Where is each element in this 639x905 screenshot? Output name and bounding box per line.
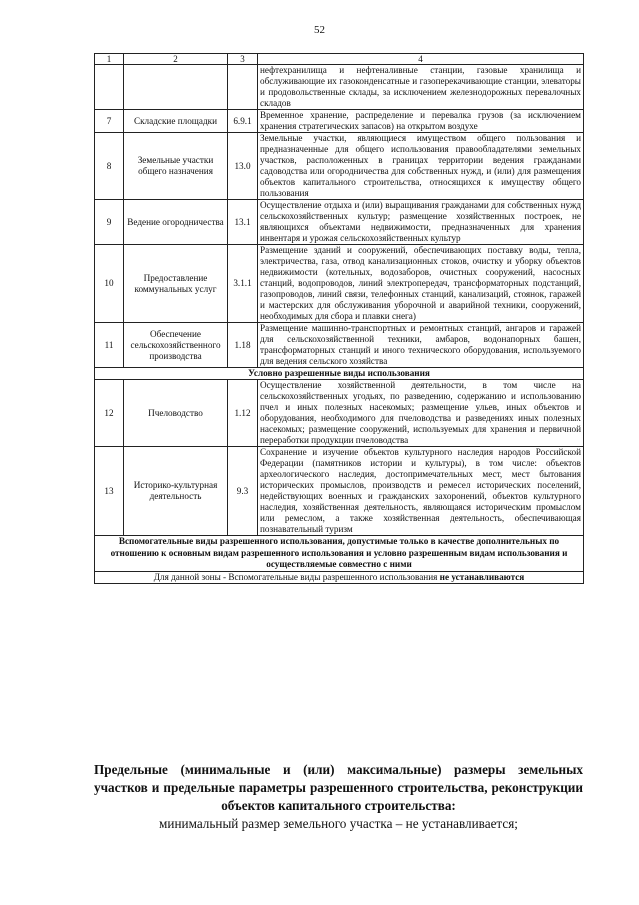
row-number: 10 bbox=[95, 245, 124, 323]
use-code: 1.12 bbox=[228, 380, 258, 447]
header-col-4: 4 bbox=[258, 54, 584, 65]
use-description: Размещение зданий и сооружений, обеспечивающих поставку воды, тепла, электричества, газа, отвод канализационных стоков, очистку и уборку объектов недвижимости (котельных, водозаборов, очистных сооружений, насосных станций, водопроводов, линий электропередач, трансформаторных подстанций, газопроводов, линий связи, телефонных станций, канализаций, стоянок, гаражей и мастерских для обслуживания уборочной и аварийной техники, сооружений, необходимых для сбора и плавки снега) bbox=[258, 245, 584, 323]
row-number: 9 bbox=[95, 200, 124, 245]
use-name bbox=[124, 65, 228, 110]
aux-note-bold: не устанавливаются bbox=[439, 571, 525, 582]
section-heading-row bbox=[95, 368, 584, 380]
use-name: Историко-культурная деятельность bbox=[124, 447, 228, 536]
use-description: Осуществление хозяйственной деятельности, в том числе на сельскохозяйственных угодьях, по разведению, содержанию и использованию пчел и иных полезных насекомых; размещение ульев, иных объектов и оборудования, необходимого для пчеловодства и разведениях иных полезных насекомых; размещение сооружений, используемых для хранения и первичной переработки продукции пчеловодства bbox=[258, 380, 584, 447]
use-code: 13.0 bbox=[228, 133, 258, 200]
table-row bbox=[95, 110, 584, 133]
table-header-row bbox=[95, 54, 584, 65]
use-name: Пчеловодство bbox=[124, 380, 228, 447]
aux-note-row bbox=[95, 571, 584, 583]
table-row bbox=[95, 380, 584, 447]
table-row bbox=[95, 245, 584, 323]
row-number: 13 bbox=[95, 447, 124, 536]
table-row bbox=[95, 200, 584, 245]
table-row bbox=[95, 65, 584, 110]
limits-section bbox=[94, 761, 583, 833]
aux-note bbox=[95, 571, 584, 583]
row-number: 11 bbox=[95, 323, 124, 368]
permitted-use-table bbox=[94, 53, 584, 584]
use-code: 6.9.1 bbox=[228, 110, 258, 133]
use-description: Осуществление отдыха и (или) выращивания гражданами для собственных нужд сельскохозяйственных культур; размещение хозяйственных построек, не являющихся объектами недвижимости, предназначенных для хранения инвентаря и урожая сельскохозяйственных культур bbox=[258, 200, 584, 245]
header-col-3: 3 bbox=[228, 54, 258, 65]
use-name: Земельные участки общего назначения bbox=[124, 133, 228, 200]
aux-note-prefix: Для данной зоны - Вспомогательные виды разрешенного использования bbox=[153, 571, 440, 582]
limits-item: минимальный размер земельного участка – не устанавливается; bbox=[159, 816, 518, 831]
aux-heading-row bbox=[95, 536, 584, 572]
header-col-2: 2 bbox=[124, 54, 228, 65]
use-name: Складские площадки bbox=[124, 110, 228, 133]
row-number: 7 bbox=[95, 110, 124, 133]
table-row bbox=[95, 447, 584, 536]
limits-title: Предельные (минимальные и (или) максимальные) размеры земельных участков и предельные параметры разрешенного строительства, реконструкции объектов капитального строительства: bbox=[94, 762, 583, 813]
use-description: нефтехранилища и нефтеналивные станции, газовые хранилища и обслуживающие их газоконденсатные и газоперекачивающие станции, элеваторы и продовольственные склады, за исключением железнодорожных перевалочных складов bbox=[258, 65, 584, 110]
use-description: Временное хранение, распределение и перевалка грузов (за исключением хранения стратегических запасов) на открытом воздухе bbox=[258, 110, 584, 133]
use-description: Сохранение и изучение объектов культурного наследия народов Российской Федерации (памятников истории и культуры), в том числе: объектов археологического наследия, достопримечательных мест, мест бытования исторических промыслов, производств и ремесел исторических поселений, недействующих военных и гражданских захоронений, объектов культурного наследия, хозяйственная деятельность, являющаяся историческим промыслом или ремеслом, а также хозяйственная деятельность, обеспечивающая познавательный туризм bbox=[258, 447, 584, 536]
table-row bbox=[95, 133, 584, 200]
use-name: Предоставление коммунальных услуг bbox=[124, 245, 228, 323]
row-number: 8 bbox=[95, 133, 124, 200]
use-code: 1.18 bbox=[228, 323, 258, 368]
use-name: Ведение огородничества bbox=[124, 200, 228, 245]
section-heading-conditional: Условно разрешенные виды использования bbox=[95, 368, 584, 380]
use-name: Обеспечение сельскохозяйственного производства bbox=[124, 323, 228, 368]
use-description: Размещение машинно-транспортных и ремонтных станций, ангаров и гаражей для сельскохозяйственной техники, амбаров, водонапорных башен, трансформаторных станций и иного технического оборудования, используемого для ведения сельского хозяйства bbox=[258, 323, 584, 368]
header-col-1: 1 bbox=[95, 54, 124, 65]
use-description: Земельные участки, являющиеся имуществом общего пользования и предназначенные для общего использования правообладателями земельных участков, расположенных в границах территории ведения гражданами садоводства или огородничества для собственных нужд, и (или) для размещения объектов капитального строительства, относящихся к имуществу общего пользования bbox=[258, 133, 584, 200]
use-code: 9.3 bbox=[228, 447, 258, 536]
row-number bbox=[95, 65, 124, 110]
table-row bbox=[95, 323, 584, 368]
use-code: 3.1.1 bbox=[228, 245, 258, 323]
use-code bbox=[228, 65, 258, 110]
use-code: 13.1 bbox=[228, 200, 258, 245]
aux-heading: Вспомогательные виды разрешенного использования, допустимые только в качестве дополнительных по отношению к основным видам разрешенного использования и условно разрешенным видам использования и осуществляемые совместно с ними bbox=[95, 536, 584, 572]
page-number: 52 bbox=[314, 24, 325, 36]
row-number: 12 bbox=[95, 380, 124, 447]
